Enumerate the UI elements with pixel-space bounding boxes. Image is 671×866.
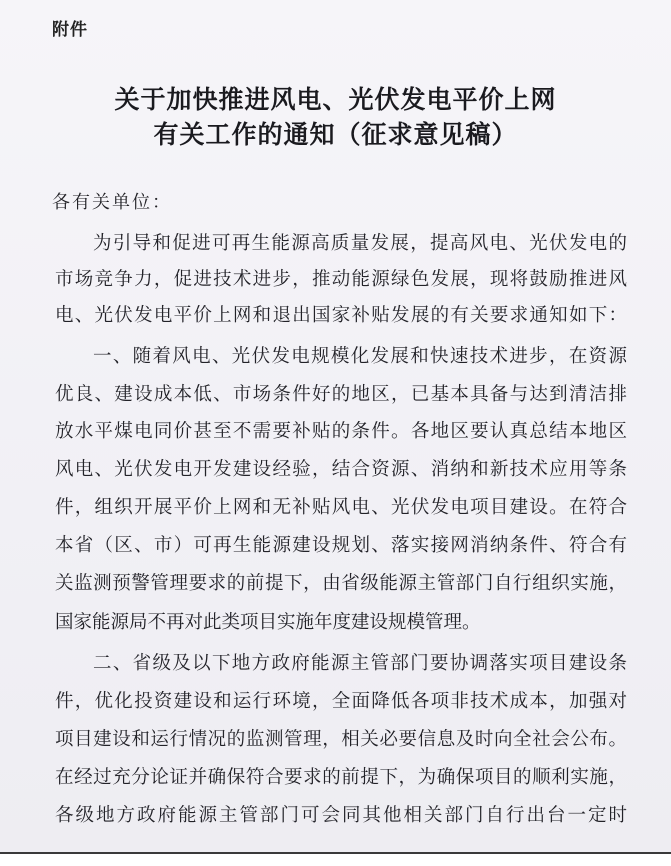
document-title-line-1: 关于加快推进风电、光伏发电平价上网 bbox=[114, 85, 557, 114]
body-line: 国家能源局不再对此类项目实施年度建设规模管理。 bbox=[55, 612, 481, 633]
body-line: 本省（区、市）可再生能源建设规划、落实接网消纳条件、符合有 bbox=[55, 535, 627, 556]
body-line: 关监测预警管理要求的前提下，由省级能源主管部门自行组织实施， bbox=[55, 573, 627, 594]
body-line: 一、随着风电、光伏发电规模化发展和快速技术进步，在资源 bbox=[93, 346, 627, 367]
body-line: 件，优化投资建设和运行环境，全面降低各项非技术成本，加强对 bbox=[55, 691, 627, 712]
page-bottom-margin bbox=[0, 854, 671, 866]
body-line: 电、光伏发电平价上网和退出国家补贴发展的有关要求通知如下： bbox=[55, 305, 627, 326]
body-line: 为引导和促进可再生能源高质量发展，提高风电、光伏发电的 bbox=[93, 233, 627, 254]
body-line: 风电、光伏发电开发建设经验，结合资源、消纳和新技术应用等条 bbox=[55, 459, 627, 480]
body-line: 市场竞争力，促进技术进步，推动能源绿色发展，现将鼓励推进风 bbox=[55, 269, 627, 290]
body-line: 各级地方政府能源主管部门可会同其他相关部门自行出台一定时 bbox=[55, 805, 627, 826]
body-line: 放水平煤电同价甚至不需要补贴的条件。各地区要认真总结本地区 bbox=[55, 421, 627, 442]
body-line: 在经过充分论证并确保符合要求的前提下，为确保项目的顺利实施， bbox=[55, 767, 627, 788]
document-title-line-2: 有关工作的通知（征求意见稿） bbox=[153, 120, 518, 149]
body-line: 二、省级及以下地方政府能源主管部门要协调落实项目建设条 bbox=[93, 653, 627, 674]
body-line: 项目建设和运行情况的监测管理，相关必要信息及时向全社会公布。 bbox=[55, 729, 627, 750]
body-line: 件，组织开展平价上网和无补贴风电、光伏发电项目建设。在符合 bbox=[55, 497, 627, 518]
body-line: 优良、建设成本低、市场条件好的地区，已基本具备与达到清洁排 bbox=[55, 384, 627, 405]
attachment-label: 附件 bbox=[52, 20, 88, 40]
salutation: 各有关单位： bbox=[52, 192, 172, 213]
